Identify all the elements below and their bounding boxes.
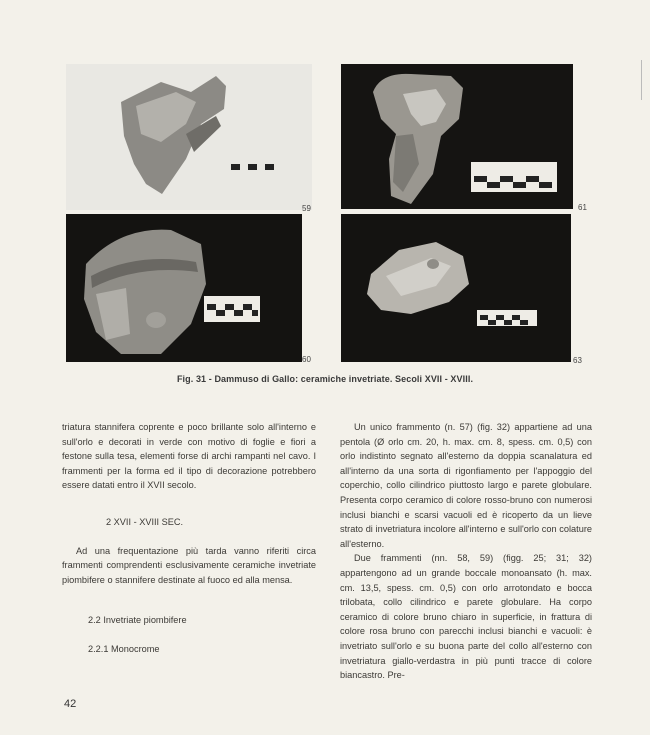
- section-heading-monocrome: 2.2.1 Monocrome: [88, 643, 160, 654]
- photo-fragment-60: [66, 214, 302, 362]
- right-column: [340, 420, 592, 683]
- figure-number-63: 63: [573, 356, 582, 365]
- left-paragraph-2: Ad una frequentazione più tarda vanno riferiti circa frammenti comprendenti esclusivamente ceramiche invetriate piombifere o stannifere destinate al fuoco ed alla mensa.: [62, 545, 316, 585]
- figure-number-61: 61: [578, 203, 587, 212]
- left-paragraph-1: triatura stannifera coprente e poco brillante solo all'interno e sull'orlo e decorati in verde con motivo di foglie e fiori a festone sulla tesa, elementi forse di archi rampanti nel cavo. I frammenti per la forma ed il tipo di decorazione potrebbero essere datati entro il XVII secolo.: [62, 422, 316, 491]
- section-heading-xvii-xviii: 2 XVII - XVIII SEC.: [106, 516, 184, 527]
- figure-number-59: 59: [302, 204, 311, 213]
- right-paragraph-1: Un unico frammento (n. 57) (fig. 32) appartiene ad una pentola (Ø orlo cm. 20, h. max. cm. 8, spess. cm. 0,5) con orlo indistinto segnato all'esterno da doppia scanalatura ed all'interno da una sorta di rigonfiamento per l'appoggio del coperchio, collo cilindrico piuttosto largo e parete globulare. Presenta corpo ceramico di colore rosso-bruno con numerosi inclusi bianchi e scarsi vacuoli ed è ricoperto da un lieve strato di invetriatura incolore all'interno e sull'orlo con colature all'esterno.: [340, 422, 592, 549]
- page-number: 42: [64, 698, 77, 710]
- photo-fragment-63: [341, 214, 571, 362]
- figure-caption: Fig. 31 - Dammuso di Gallo: ceramiche invetriate. Secoli XVII - XVIII.: [176, 374, 474, 384]
- figure-number-60: 60: [302, 355, 311, 364]
- left-column: [62, 420, 316, 657]
- page-edge-mark: [641, 60, 642, 100]
- section-heading-invetriate-piombifere: 2.2 Invetriate piombifere: [88, 615, 187, 626]
- photo-fragment-61: [341, 64, 573, 209]
- right-paragraph-2: Due frammenti (nn. 58, 59) (figg. 25; 31; 32) appartengono ad un grande boccale monoansato (h. max. cm. 13,5, spess. cm. 0,5) con orlo arrotondato e bocca trilobata, collo cilindrico e parete globulare. Ha corpo ceramico di colore bruno chiaro in superficie, in frattura di colore rosa bruno con parecchi inclusi bianchi e vacuoli: è invetriato sull'orlo e su buona parte del collo all'esterno con invetriatura giallo-verdastra in più punti tracce di colore biancastro. Pre-: [340, 553, 592, 681]
- photo-fragment-59: [66, 64, 312, 210]
